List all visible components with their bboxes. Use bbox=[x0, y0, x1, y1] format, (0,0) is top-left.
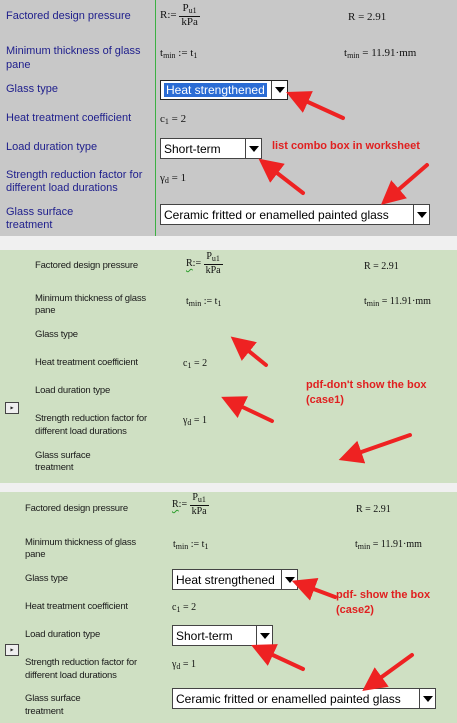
glass-type-value: Heat strengthened bbox=[166, 83, 265, 97]
annotation-case1-line1: pdf-don't show the box bbox=[306, 379, 427, 391]
sub-d: d bbox=[176, 662, 181, 671]
label-heat-coeff: Heat treatment coefficient bbox=[25, 601, 128, 612]
var-t: t bbox=[173, 539, 176, 550]
label-min-thickness-2: pane bbox=[25, 549, 46, 560]
region-divider bbox=[155, 0, 156, 236]
var-c: c bbox=[160, 113, 165, 125]
value-gamma: = 1 bbox=[193, 415, 208, 426]
label-strength-1: Strength reduction factor for bbox=[35, 413, 147, 424]
assign-op: := bbox=[178, 47, 188, 59]
assign-op: := bbox=[167, 9, 177, 22]
label-strength-1: Strength reduction factor for bbox=[6, 169, 143, 181]
label-load-duration: Load duration type bbox=[35, 385, 111, 396]
label-min-thickness-1: Minimum thickness of glass bbox=[25, 537, 136, 548]
glass-type-combo[interactable] bbox=[160, 80, 288, 100]
label-load-duration: Load duration type bbox=[25, 629, 101, 640]
equation-c1 bbox=[172, 602, 196, 614]
chevron-down-icon[interactable] bbox=[256, 626, 272, 645]
label-strength-2: different load durations bbox=[6, 182, 118, 194]
chevron-down-icon[interactable] bbox=[271, 81, 287, 99]
var-p: P bbox=[206, 251, 212, 262]
var-r: R bbox=[186, 257, 193, 269]
label-surface-2: treatment bbox=[35, 462, 74, 473]
label-min-thickness-1: Minimum thickness of glass bbox=[6, 45, 141, 57]
surface-value: Ceramic fritted or enamelled painted glass bbox=[176, 691, 401, 706]
var-gamma: γ bbox=[172, 659, 177, 670]
result-r: R = 2.91 bbox=[356, 504, 391, 515]
annotation-worksheet: list combo box in worksheet bbox=[272, 140, 420, 152]
result-tmin bbox=[355, 539, 422, 551]
glass-type-combo[interactable] bbox=[172, 569, 298, 590]
label-strength-2: different load durations bbox=[25, 670, 117, 681]
equation-c1[interactable] bbox=[160, 113, 186, 126]
var-r: R bbox=[160, 9, 168, 22]
sub-min: min bbox=[163, 51, 176, 60]
assign-op: := bbox=[192, 257, 202, 269]
sub-u1: u1 bbox=[188, 6, 197, 15]
var-c: c bbox=[183, 358, 188, 369]
unit-kpa: kPa bbox=[205, 265, 221, 276]
label-heat-coeff: Heat treatment coefficient bbox=[35, 357, 138, 368]
sub-1: 1 bbox=[176, 605, 181, 614]
fraction bbox=[204, 251, 223, 276]
value-tmin: = 11.91·mm bbox=[362, 47, 417, 59]
label-min-thickness-1: Minimum thickness of glass bbox=[35, 293, 146, 304]
label-min-thickness-2: pane bbox=[6, 59, 31, 71]
chevron-down-icon[interactable] bbox=[281, 570, 297, 589]
sub-d: d bbox=[187, 418, 192, 427]
value-gamma: = 1 bbox=[182, 659, 197, 670]
worksheet-panel bbox=[0, 0, 457, 236]
sub-min: min bbox=[357, 542, 371, 551]
equation-gamma bbox=[183, 415, 207, 427]
value-c1: = 2 bbox=[182, 602, 197, 613]
label-factored: Factored design pressure bbox=[6, 10, 131, 22]
chevron-down-icon[interactable] bbox=[413, 205, 429, 224]
annotation-case1-line2: (case1) bbox=[306, 394, 344, 406]
sub-min: min bbox=[366, 299, 380, 308]
label-strength-2: different load durations bbox=[35, 426, 127, 437]
load-duration-value: Short-term bbox=[164, 141, 221, 156]
label-strength-1: Strength reduction factor for bbox=[25, 657, 137, 668]
annotation-case2-line2: (case2) bbox=[336, 604, 374, 616]
separator bbox=[0, 236, 457, 250]
fraction bbox=[179, 3, 200, 28]
load-duration-combo[interactable] bbox=[160, 138, 262, 159]
var-t: t bbox=[344, 47, 348, 59]
sub-u1: u1 bbox=[197, 495, 206, 504]
var-gamma: γ bbox=[183, 415, 188, 426]
region-marker-icon: ▸ bbox=[5, 402, 19, 414]
surface-combo[interactable] bbox=[172, 688, 436, 709]
var-r: R bbox=[172, 498, 179, 510]
equation-r bbox=[186, 251, 223, 276]
var-p: P bbox=[192, 492, 198, 503]
sub-1: 1 bbox=[164, 117, 169, 126]
label-glass-type: Glass type bbox=[35, 329, 78, 340]
result-r: R = 2.91 bbox=[364, 261, 399, 272]
var-t1: t bbox=[201, 539, 205, 550]
unit-kpa: kPa bbox=[191, 506, 207, 517]
pdf-case2-panel bbox=[0, 492, 457, 723]
sub-u1: u1 bbox=[211, 254, 220, 263]
chevron-down-icon[interactable] bbox=[419, 689, 435, 708]
label-surface-1: Glass surface bbox=[6, 206, 74, 218]
var-t: t bbox=[355, 539, 358, 550]
sub-min: min bbox=[175, 542, 189, 551]
load-duration-value: Short-term bbox=[176, 628, 233, 643]
value-gamma: = 1 bbox=[171, 172, 187, 184]
separator bbox=[0, 483, 457, 492]
result-tmin bbox=[364, 296, 431, 308]
glass-type-value: Heat strengthened bbox=[176, 572, 275, 587]
value-c1: = 2 bbox=[171, 113, 187, 125]
var-gamma: γ bbox=[160, 172, 165, 184]
assign-op: := bbox=[190, 539, 200, 550]
equation-tmin bbox=[186, 296, 221, 308]
equation-tmin[interactable] bbox=[160, 47, 197, 60]
fraction bbox=[190, 492, 209, 517]
var-t1: t bbox=[214, 296, 218, 307]
label-surface-2: treatment bbox=[6, 219, 53, 231]
sub-1: 1 bbox=[217, 299, 222, 308]
equation-gamma bbox=[172, 659, 196, 671]
assign-op: := bbox=[178, 498, 188, 510]
region-marker-icon: ▸ bbox=[5, 644, 19, 656]
sub-1: 1 bbox=[187, 361, 192, 370]
sub-min: min bbox=[188, 299, 202, 308]
sub-1: 1 bbox=[193, 51, 198, 60]
equation-c1 bbox=[183, 358, 207, 370]
label-min-thickness-2: pane bbox=[35, 305, 56, 316]
result-tmin bbox=[344, 47, 416, 60]
var-t: t bbox=[186, 296, 189, 307]
sub-1: 1 bbox=[204, 542, 209, 551]
result-r: R = 2.91 bbox=[348, 11, 387, 23]
var-c: c bbox=[172, 602, 177, 613]
label-load-duration: Load duration type bbox=[6, 141, 98, 153]
load-duration-combo[interactable] bbox=[172, 625, 273, 646]
label-glass-type: Glass type bbox=[25, 573, 68, 584]
equation-gamma[interactable] bbox=[160, 172, 186, 185]
assign-op: := bbox=[203, 296, 213, 307]
value-c1: = 2 bbox=[193, 358, 208, 369]
equation-tmin bbox=[173, 539, 208, 551]
label-factored: Factored design pressure bbox=[25, 503, 128, 514]
surface-combo[interactable] bbox=[160, 204, 430, 225]
sub-min: min bbox=[347, 51, 360, 60]
chevron-down-icon[interactable] bbox=[245, 139, 261, 158]
pdf-case1-panel bbox=[0, 250, 457, 483]
var-p: P bbox=[182, 2, 189, 14]
value-tmin: = 11.91·mm bbox=[381, 296, 431, 307]
label-factored: Factored design pressure bbox=[35, 260, 138, 271]
surface-value: Ceramic fritted or enamelled painted glass bbox=[164, 207, 389, 222]
var-t: t bbox=[364, 296, 367, 307]
label-surface-1: Glass surface bbox=[25, 693, 81, 704]
unit-kpa: kPa bbox=[181, 16, 198, 28]
equation-r bbox=[172, 492, 209, 517]
label-glass-type: Glass type bbox=[6, 83, 58, 95]
sub-d: d bbox=[164, 176, 169, 185]
var-t: t bbox=[160, 47, 164, 59]
equation-r[interactable] bbox=[160, 3, 200, 28]
value-tmin: = 11.91·mm bbox=[372, 539, 422, 550]
annotation-case2-line1: pdf- show the box bbox=[336, 589, 431, 601]
var-t1: t bbox=[190, 47, 194, 59]
label-surface-1: Glass surface bbox=[35, 450, 91, 461]
label-heat-coeff: Heat treatment coefficient bbox=[6, 112, 132, 124]
label-surface-2: treatment bbox=[25, 706, 64, 717]
